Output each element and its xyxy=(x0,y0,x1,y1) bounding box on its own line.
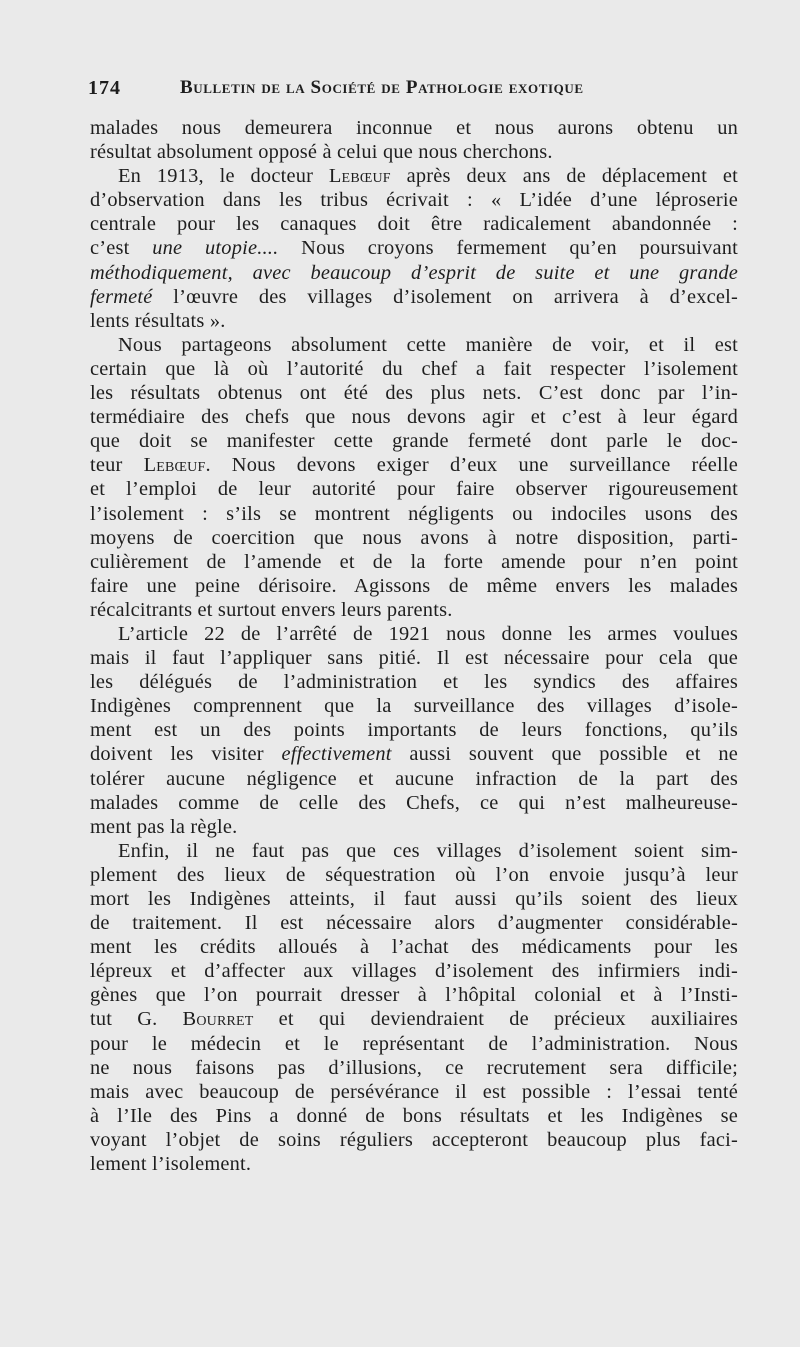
text-line xyxy=(90,188,738,212)
text-line xyxy=(90,261,738,285)
text-segment: résultat absolument opposé à celui que nous cherchons. xyxy=(90,141,553,164)
text-segment: Indigènes comprennent que la surveillance des villages d’isole- xyxy=(90,695,738,718)
text-segment: lépreux et d’affecter aux villages d’isolement des infirmiers indi- xyxy=(90,960,738,983)
text-segment: lents résultats ». xyxy=(90,309,226,332)
text-segment: à l’Ile des Pins a donné de bons résultats et les Indigènes se xyxy=(90,1104,738,1127)
text-line xyxy=(90,767,738,791)
text-segment: l’isolement : s’ils se montrent négligents ou indociles usons des xyxy=(90,502,738,525)
text-line xyxy=(90,1007,738,1031)
text-line xyxy=(90,959,738,983)
text-line xyxy=(90,622,738,646)
text-segment: faire une peine dérisoire. Agissons de même envers les malades xyxy=(90,574,738,597)
text-line xyxy=(90,140,738,164)
text-line xyxy=(90,1032,738,1056)
text-line xyxy=(90,236,738,260)
text-segment: En 1913, le docteur xyxy=(118,165,329,188)
text-segment: malades comme de celle des Chefs, ce qui n’est malheureuse- xyxy=(90,791,738,814)
text-segment: et qui deviendraient de précieux auxiliaires xyxy=(253,1008,738,1031)
author-name: Lebœuf xyxy=(328,165,391,188)
text-line xyxy=(90,502,738,526)
running-title: Bulletin de la Société de Pathologie exotique xyxy=(180,77,584,98)
text-segment: mais il faut l’appliquer sans pitié. Il est nécessaire pour cela que xyxy=(90,647,738,670)
text-line xyxy=(90,646,738,670)
text-segment: que doit se manifester cette grande fermeté dont parle le doc- xyxy=(90,430,738,453)
text-line xyxy=(90,405,738,429)
body-text xyxy=(90,116,738,1176)
text-segment: moyens de coercition que nous avons à notre disposition, parti- xyxy=(90,526,738,549)
text-line xyxy=(90,839,738,863)
text-line xyxy=(90,911,738,935)
text-segment: ment les crédits alloués à l’achat des médicaments pour les xyxy=(90,936,738,959)
text-segment: aussi souvent que possible et ne xyxy=(391,743,738,766)
text-segment: malades nous demeurera inconnue et nous aurons obtenu un xyxy=(90,117,738,139)
text-line xyxy=(90,742,738,766)
text-segment: tut G. xyxy=(90,1008,183,1031)
text-segment: tolérer aucune négligence et aucune infraction de la part des xyxy=(90,767,738,790)
text-line xyxy=(90,333,738,357)
italic-text: fermeté xyxy=(90,285,153,308)
text-segment: gènes que l’on pourrait dresser à l’hôpital colonial et à l’Insti- xyxy=(90,984,738,1007)
text-segment: Nous croyons fermement qu’en poursuivant xyxy=(278,237,738,260)
text-line xyxy=(90,718,738,742)
text-segment: Enfin, il ne faut pas que ces villages d’isolement soient sim- xyxy=(118,839,738,862)
text-segment: teur xyxy=(90,454,144,477)
text-segment: c’est xyxy=(90,237,153,260)
text-segment: après deux ans de déplacement et xyxy=(390,165,738,188)
text-segment: plement des lieux de séquestration où l’on envoie jusqu’à leur xyxy=(90,863,738,886)
text-segment: centrale pour les canaques doit être radicalement abandonnée : xyxy=(90,213,738,236)
text-line xyxy=(90,1152,738,1176)
text-segment: l’œuvre des villages d’isolement on arrivera à d’excel- xyxy=(152,285,738,308)
text-line xyxy=(90,1104,738,1128)
text-segment: d’observation dans les tribus écrivait : « L’idée d’une léproserie xyxy=(90,189,738,212)
text-line xyxy=(90,526,738,550)
text-segment: voyant l’objet de soins réguliers accepteront beaucoup plus faci- xyxy=(90,1128,738,1151)
text-line xyxy=(90,863,738,887)
text-line xyxy=(90,1056,738,1080)
text-line xyxy=(90,574,738,598)
page-number: 174 xyxy=(88,77,121,99)
text-line xyxy=(90,598,738,622)
author-name: Lebœuf xyxy=(143,454,206,477)
text-segment: pour le médecin et le représentant de l’administration. Nous xyxy=(90,1032,738,1055)
text-segment: de traitement. Il est nécessaire alors d’augmenter considérable- xyxy=(90,912,738,935)
italic-text: une utopie.... xyxy=(152,237,279,260)
text-segment: culièrement de l’amende et de la forte amende pour n’en point xyxy=(90,550,738,573)
text-line xyxy=(90,212,738,236)
text-segment: lement l’isolement. xyxy=(90,1153,252,1176)
text-line xyxy=(90,453,738,477)
text-segment: termédiaire des chefs que nous devons agir et c’est à leur égard xyxy=(90,406,738,429)
text-line xyxy=(90,116,738,140)
text-line xyxy=(90,670,738,694)
text-segment: . Nous devons exiger d’eux une surveillance réelle xyxy=(205,454,738,477)
text-line xyxy=(90,1080,738,1104)
text-line xyxy=(90,477,738,501)
text-segment: mais avec beaucoup de persévérance il est possible : l’essai tenté xyxy=(90,1080,738,1103)
text-line xyxy=(90,381,738,405)
text-line xyxy=(90,309,738,333)
text-segment: doivent les visiter xyxy=(90,743,282,766)
author-name: Bourret xyxy=(182,1008,254,1031)
text-line xyxy=(90,983,738,1007)
text-segment: L’article 22 de l’arrêté de 1921 nous donne les armes voulues xyxy=(118,622,738,645)
text-segment: récalcitrants et surtout envers leurs parents. xyxy=(90,598,453,621)
text-segment: Nous partageons absolument cette manière de voir, et il est xyxy=(118,333,738,356)
text-line xyxy=(90,429,738,453)
text-line xyxy=(90,1128,738,1152)
text-line xyxy=(90,357,738,381)
text-segment: et l’emploi de leur autorité pour faire observer rigoureusement xyxy=(90,478,738,501)
text-line xyxy=(90,164,738,188)
text-segment: les résultats obtenus ont été des plus nets. C’est donc par l’in- xyxy=(90,382,738,405)
text-line xyxy=(90,815,738,839)
italic-text: effectivement xyxy=(281,743,392,766)
text-line xyxy=(90,550,738,574)
text-line xyxy=(90,791,738,815)
text-line xyxy=(90,887,738,911)
text-line xyxy=(90,285,738,309)
text-segment: mort les Indigènes atteints, il faut aussi qu’ils soient des lieux xyxy=(90,888,738,910)
text-segment: ment est un des points importants de leurs fonctions, qu’ils xyxy=(90,719,738,742)
text-segment: certain que là où l’autorité du chef a fait respecter l’isolement xyxy=(90,357,738,380)
text-segment: les délégués de l’administration et les syndics des affaires xyxy=(90,671,738,694)
italic-text: méthodiquement, avec beaucoup d’esprit de suite et une grande xyxy=(90,261,738,284)
text-line xyxy=(90,935,738,959)
text-line xyxy=(90,694,738,718)
text-segment: ne nous faisons pas d’illusions, ce recrutement sera difficile; xyxy=(90,1056,738,1079)
text-segment: ment pas la règle. xyxy=(90,815,238,838)
